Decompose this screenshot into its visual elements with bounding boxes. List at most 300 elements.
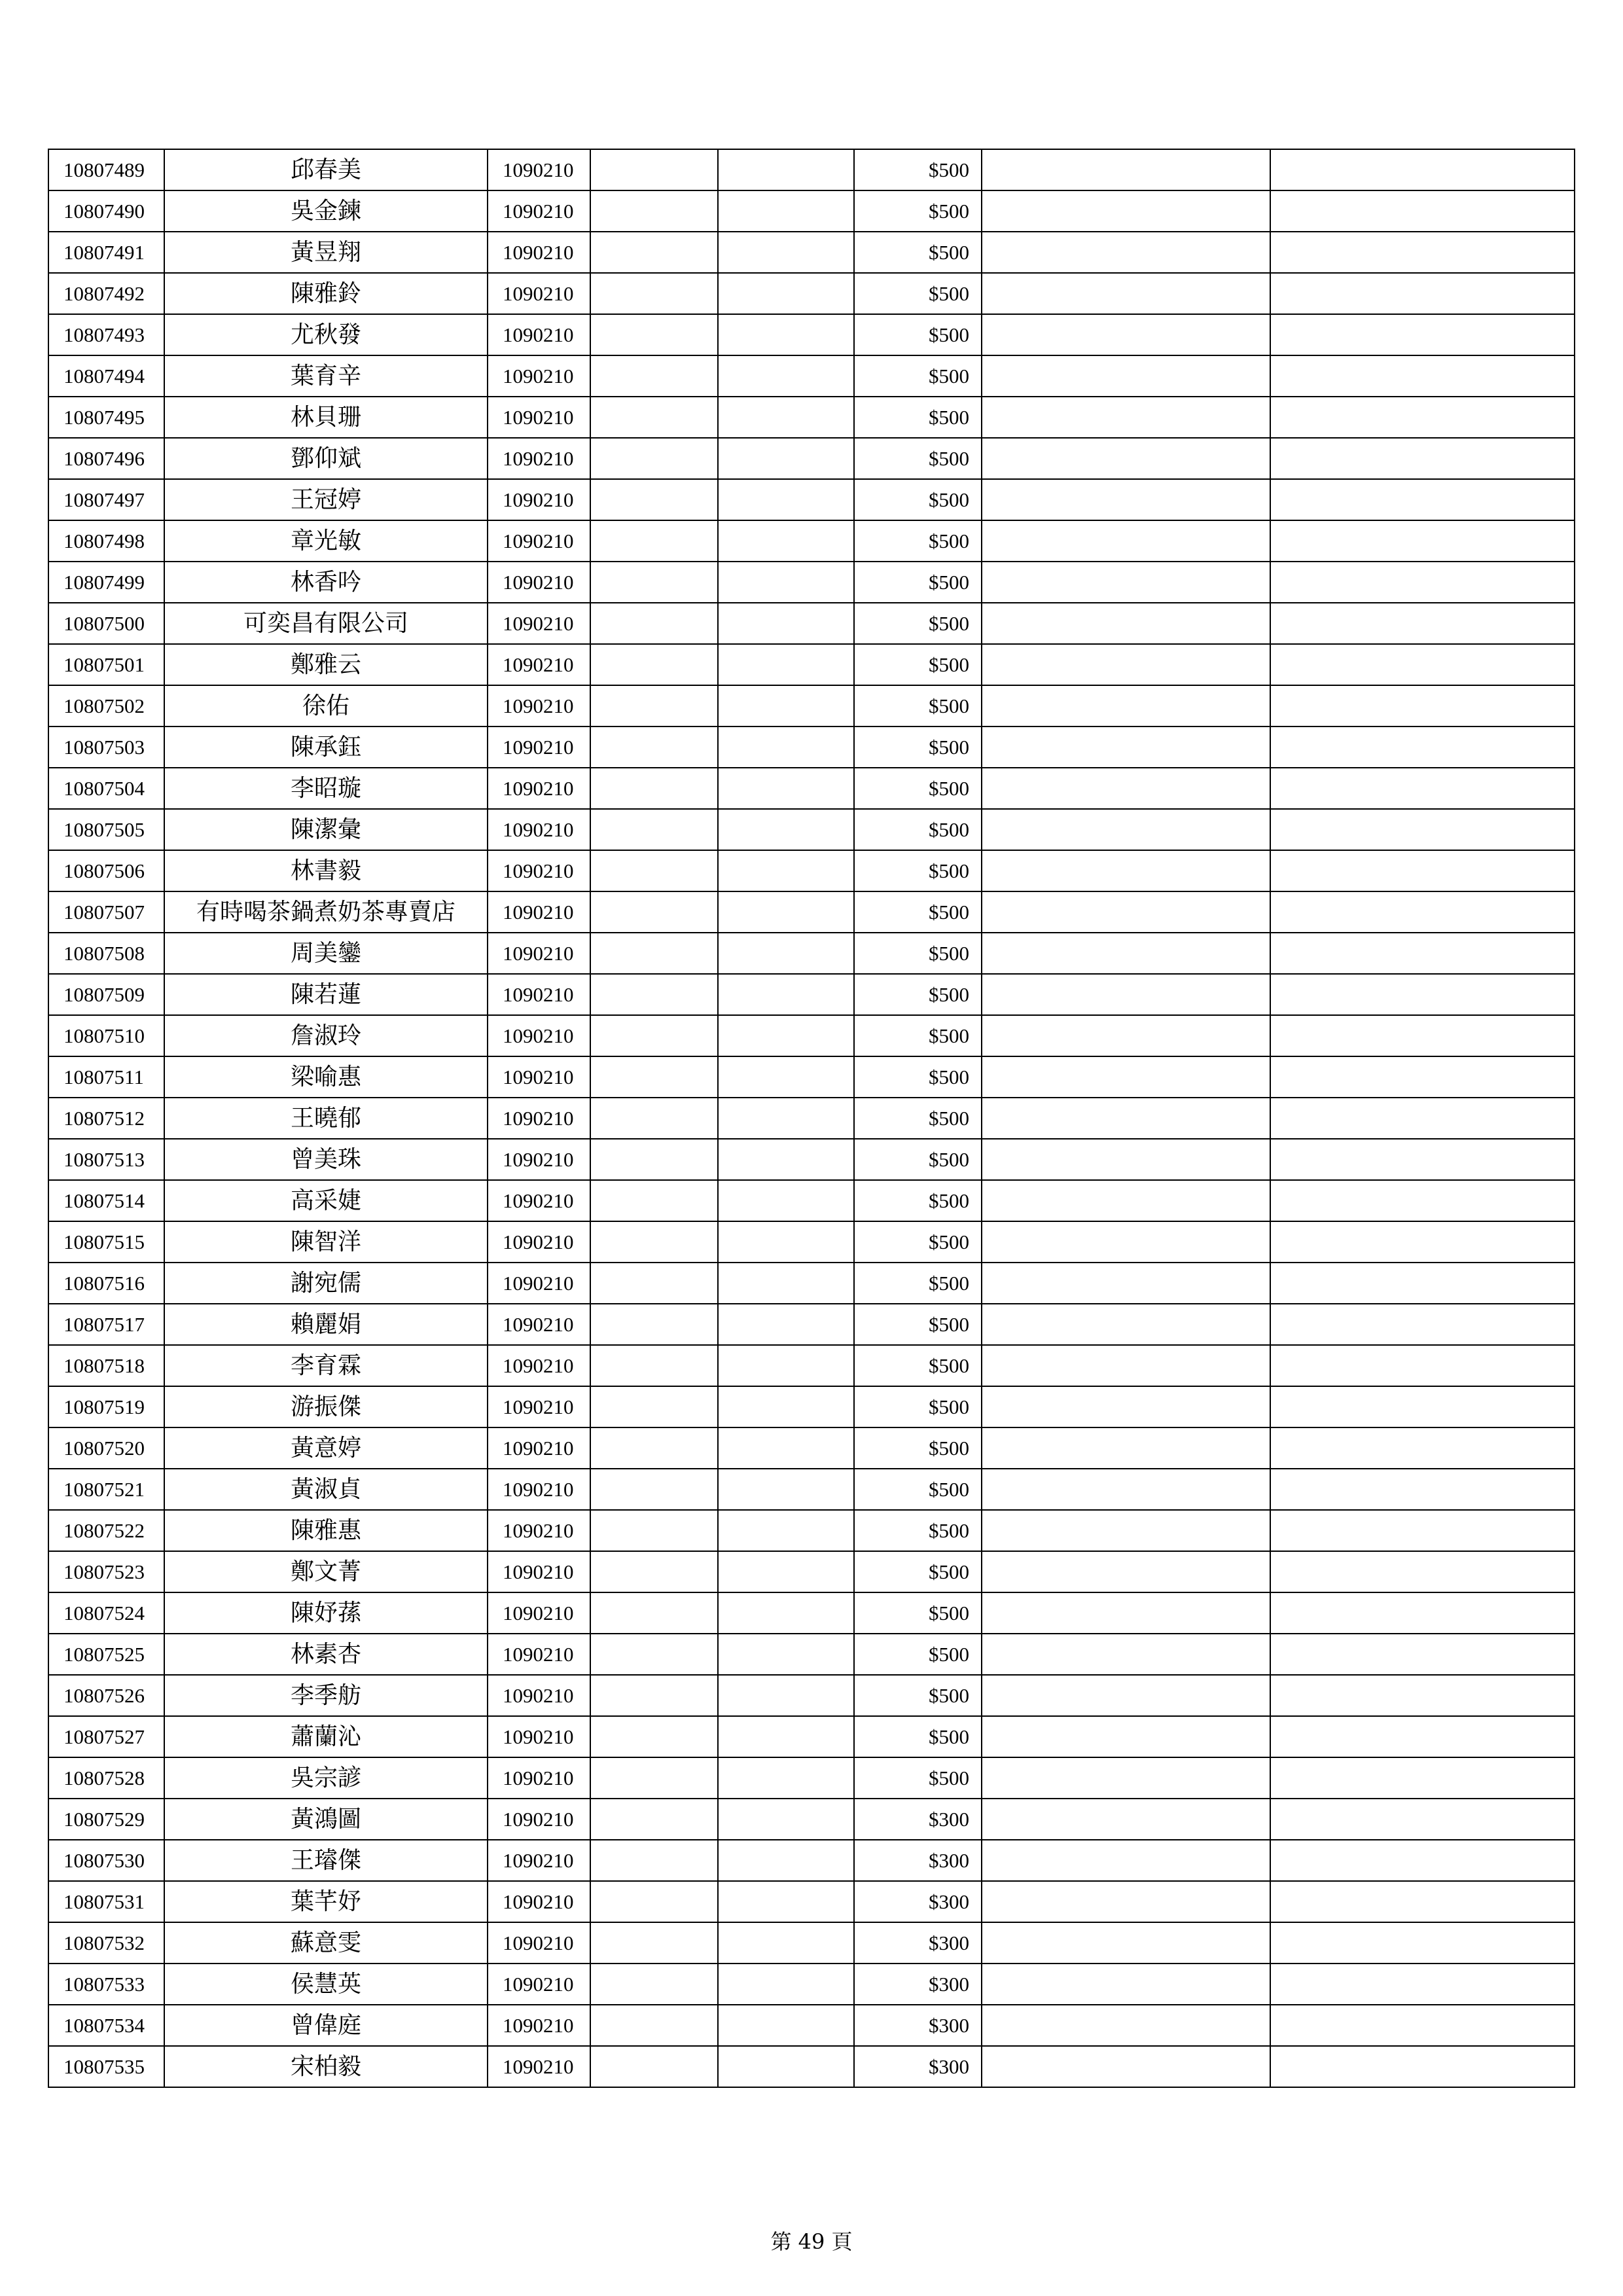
donor-name-cell: 蕭蘭沁	[164, 1716, 488, 1757]
table-row	[48, 520, 1575, 562]
blank-cell	[982, 1139, 1270, 1180]
blank-cell	[718, 1263, 854, 1304]
date-cell: 1090210	[488, 1139, 590, 1180]
table-row	[48, 479, 1575, 520]
blank-cell	[590, 974, 718, 1015]
blank-cell	[718, 1139, 854, 1180]
date-cell: 1090210	[488, 1675, 590, 1716]
table-row	[48, 273, 1575, 314]
amount-cell: $500	[854, 562, 982, 603]
date-cell: 1090210	[488, 1386, 590, 1427]
blank-cell	[1270, 1386, 1575, 1427]
blank-cell	[590, 768, 718, 809]
blank-cell	[718, 1015, 854, 1056]
table-row	[48, 1098, 1575, 1139]
amount-cell: $500	[854, 1427, 982, 1469]
blank-cell	[718, 397, 854, 438]
blank-cell	[982, 1510, 1270, 1551]
blank-cell	[1270, 149, 1575, 190]
donor-name-cell: 梁喻惠	[164, 1056, 488, 1098]
blank-cell	[1270, 603, 1575, 644]
table-row	[48, 2005, 1575, 2046]
blank-cell	[1270, 479, 1575, 520]
receipt-number-cell: 10807503	[48, 726, 164, 768]
blank-cell	[590, 1345, 718, 1386]
blank-cell	[982, 149, 1270, 190]
table-row	[48, 1592, 1575, 1634]
donor-name-cell: 賴麗娟	[164, 1304, 488, 1345]
receipt-number-cell: 10807513	[48, 1139, 164, 1180]
date-cell: 1090210	[488, 1716, 590, 1757]
blank-cell	[590, 2046, 718, 2087]
receipt-number-cell: 10807508	[48, 933, 164, 974]
table-row	[48, 1139, 1575, 1180]
amount-cell: $500	[854, 149, 982, 190]
blank-cell	[718, 1840, 854, 1881]
blank-cell	[590, 1056, 718, 1098]
blank-cell	[590, 314, 718, 355]
donor-name-cell: 吳宗諺	[164, 1757, 488, 1799]
donor-name-cell: 黃意婷	[164, 1427, 488, 1469]
blank-cell	[1270, 1675, 1575, 1716]
blank-cell	[590, 1386, 718, 1427]
date-cell: 1090210	[488, 2005, 590, 2046]
date-cell: 1090210	[488, 2046, 590, 2087]
amount-cell: $500	[854, 1592, 982, 1634]
receipt-number-cell: 10807524	[48, 1592, 164, 1634]
blank-cell	[982, 1840, 1270, 1881]
blank-cell	[718, 355, 854, 397]
date-cell: 1090210	[488, 1799, 590, 1840]
blank-cell	[590, 1799, 718, 1840]
receipt-number-cell: 10807496	[48, 438, 164, 479]
date-cell: 1090210	[488, 1221, 590, 1263]
blank-cell	[718, 603, 854, 644]
blank-cell	[590, 1592, 718, 1634]
receipt-number-cell: 10807522	[48, 1510, 164, 1551]
table-row	[48, 1716, 1575, 1757]
table-row	[48, 1799, 1575, 1840]
amount-cell: $500	[854, 520, 982, 562]
blank-cell	[590, 397, 718, 438]
amount-cell: $500	[854, 232, 982, 273]
blank-cell	[1270, 397, 1575, 438]
receipt-number-cell: 10807532	[48, 1922, 164, 1964]
blank-cell	[590, 933, 718, 974]
amount-cell: $300	[854, 1799, 982, 1840]
table-row	[48, 1427, 1575, 1469]
receipt-number-cell: 10807521	[48, 1469, 164, 1510]
donor-name-cell: 蘇意雯	[164, 1922, 488, 1964]
receipt-number-cell: 10807499	[48, 562, 164, 603]
donor-name-cell: 吳金鍊	[164, 190, 488, 232]
date-cell: 1090210	[488, 232, 590, 273]
amount-cell: $300	[854, 1922, 982, 1964]
donor-name-cell: 陳智洋	[164, 1221, 488, 1263]
table-row	[48, 1180, 1575, 1221]
blank-cell	[718, 1716, 854, 1757]
receipt-number-cell: 10807526	[48, 1675, 164, 1716]
blank-cell	[982, 1098, 1270, 1139]
blank-cell	[982, 974, 1270, 1015]
blank-cell	[1270, 1345, 1575, 1386]
amount-cell: $300	[854, 1840, 982, 1881]
donor-name-cell: 詹淑玲	[164, 1015, 488, 1056]
donor-name-cell: 陳潔彙	[164, 809, 488, 850]
table-row	[48, 1634, 1575, 1675]
blank-cell	[982, 726, 1270, 768]
blank-cell	[590, 603, 718, 644]
receipt-number-cell: 10807507	[48, 891, 164, 933]
blank-cell	[1270, 726, 1575, 768]
blank-cell	[982, 933, 1270, 974]
table-row	[48, 562, 1575, 603]
date-cell: 1090210	[488, 1469, 590, 1510]
receipt-number-cell: 10807498	[48, 520, 164, 562]
donor-name-cell: 謝宛儒	[164, 1263, 488, 1304]
blank-cell	[982, 479, 1270, 520]
blank-cell	[1270, 1304, 1575, 1345]
date-cell: 1090210	[488, 1056, 590, 1098]
blank-cell	[1270, 1221, 1575, 1263]
amount-cell: $500	[854, 1757, 982, 1799]
blank-cell	[1270, 850, 1575, 891]
blank-cell	[590, 562, 718, 603]
table-row	[48, 149, 1575, 190]
amount-cell: $500	[854, 1180, 982, 1221]
date-cell: 1090210	[488, 438, 590, 479]
table-row	[48, 974, 1575, 1015]
blank-cell	[982, 520, 1270, 562]
date-cell: 1090210	[488, 1964, 590, 2005]
date-cell: 1090210	[488, 520, 590, 562]
blank-cell	[590, 232, 718, 273]
receipt-number-cell: 10807514	[48, 1180, 164, 1221]
amount-cell: $500	[854, 479, 982, 520]
blank-cell	[982, 603, 1270, 644]
table-row	[48, 603, 1575, 644]
date-cell: 1090210	[488, 1304, 590, 1345]
blank-cell	[1270, 314, 1575, 355]
table-row	[48, 891, 1575, 933]
blank-cell	[1270, 1799, 1575, 1840]
table-row	[48, 1221, 1575, 1263]
table-row	[48, 850, 1575, 891]
amount-cell: $500	[854, 314, 982, 355]
donor-name-cell: 陳若蓮	[164, 974, 488, 1015]
donor-name-cell: 陳妤蓀	[164, 1592, 488, 1634]
blank-cell	[718, 190, 854, 232]
blank-cell	[590, 1015, 718, 1056]
receipt-number-cell: 10807493	[48, 314, 164, 355]
table-row	[48, 438, 1575, 479]
date-cell: 1090210	[488, 933, 590, 974]
date-cell: 1090210	[488, 397, 590, 438]
blank-cell	[590, 1098, 718, 1139]
blank-cell	[1270, 2046, 1575, 2087]
blank-cell	[982, 1263, 1270, 1304]
amount-cell: $500	[854, 768, 982, 809]
table-row	[48, 644, 1575, 685]
blank-cell	[1270, 1922, 1575, 1964]
donor-name-cell: 王曉郁	[164, 1098, 488, 1139]
date-cell: 1090210	[488, 726, 590, 768]
blank-cell	[982, 685, 1270, 726]
blank-cell	[718, 1675, 854, 1716]
table-row	[48, 397, 1575, 438]
receipt-number-cell: 10807491	[48, 232, 164, 273]
receipt-number-cell: 10807517	[48, 1304, 164, 1345]
blank-cell	[590, 1469, 718, 1510]
blank-cell	[982, 397, 1270, 438]
blank-cell	[982, 1015, 1270, 1056]
amount-cell: $500	[854, 1551, 982, 1592]
blank-cell	[718, 1551, 854, 1592]
donor-name-cell: 游振傑	[164, 1386, 488, 1427]
receipt-number-cell: 10807512	[48, 1098, 164, 1139]
blank-cell	[718, 314, 854, 355]
table-row	[48, 1964, 1575, 2005]
donor-name-cell: 有時喝茶鍋煮奶茶專賣店	[164, 891, 488, 933]
blank-cell	[982, 1427, 1270, 1469]
amount-cell: $500	[854, 1634, 982, 1675]
blank-cell	[1270, 1139, 1575, 1180]
blank-cell	[718, 1799, 854, 1840]
blank-cell	[718, 685, 854, 726]
amount-cell: $500	[854, 891, 982, 933]
blank-cell	[982, 768, 1270, 809]
donor-name-cell: 陳雅惠	[164, 1510, 488, 1551]
blank-cell	[718, 273, 854, 314]
blank-cell	[1270, 1263, 1575, 1304]
table-row	[48, 1551, 1575, 1592]
amount-cell: $500	[854, 1015, 982, 1056]
date-cell: 1090210	[488, 479, 590, 520]
blank-cell	[982, 1799, 1270, 1840]
table-row	[48, 1015, 1575, 1056]
donor-name-cell: 鄧仰斌	[164, 438, 488, 479]
blank-cell	[982, 1551, 1270, 1592]
blank-cell	[590, 2005, 718, 2046]
table-row	[48, 190, 1575, 232]
blank-cell	[590, 1221, 718, 1263]
receipt-number-cell: 10807529	[48, 1799, 164, 1840]
receipt-number-cell: 10807509	[48, 974, 164, 1015]
blank-cell	[1270, 1881, 1575, 1922]
amount-cell: $500	[854, 1345, 982, 1386]
blank-cell	[718, 1345, 854, 1386]
blank-cell	[982, 273, 1270, 314]
blank-cell	[1270, 1056, 1575, 1098]
blank-cell	[982, 809, 1270, 850]
receipt-number-cell: 10807518	[48, 1345, 164, 1386]
blank-cell	[1270, 438, 1575, 479]
blank-cell	[590, 1881, 718, 1922]
page-number: 第 49 頁	[770, 2229, 853, 2254]
blank-cell	[1270, 1840, 1575, 1881]
blank-cell	[590, 520, 718, 562]
blank-cell	[590, 1139, 718, 1180]
receipt-number-cell: 10807497	[48, 479, 164, 520]
blank-cell	[590, 1716, 718, 1757]
amount-cell: $300	[854, 1881, 982, 1922]
table-row	[48, 1675, 1575, 1716]
receipt-number-cell: 10807489	[48, 149, 164, 190]
amount-cell: $500	[854, 850, 982, 891]
blank-cell	[982, 2046, 1270, 2087]
amount-cell: $500	[854, 1716, 982, 1757]
blank-cell	[590, 850, 718, 891]
blank-cell	[590, 1263, 718, 1304]
blank-cell	[982, 1922, 1270, 1964]
blank-cell	[718, 2005, 854, 2046]
blank-cell	[718, 1304, 854, 1345]
receipt-number-cell: 10807530	[48, 1840, 164, 1881]
blank-cell	[1270, 933, 1575, 974]
donor-name-cell: 林素杏	[164, 1634, 488, 1675]
blank-cell	[982, 1675, 1270, 1716]
date-cell: 1090210	[488, 1840, 590, 1881]
blank-cell	[1270, 1964, 1575, 2005]
receipt-number-cell: 10807528	[48, 1757, 164, 1799]
blank-cell	[982, 355, 1270, 397]
donor-name-cell: 鄭雅云	[164, 644, 488, 685]
blank-cell	[982, 891, 1270, 933]
receipt-number-cell: 10807511	[48, 1056, 164, 1098]
receipt-number-cell: 10807500	[48, 603, 164, 644]
blank-cell	[718, 644, 854, 685]
receipt-number-cell: 10807516	[48, 1263, 164, 1304]
blank-cell	[590, 149, 718, 190]
blank-cell	[982, 232, 1270, 273]
blank-cell	[982, 1469, 1270, 1510]
amount-cell: $500	[854, 1510, 982, 1551]
date-cell: 1090210	[488, 1180, 590, 1221]
date-cell: 1090210	[488, 1427, 590, 1469]
blank-cell	[718, 726, 854, 768]
blank-cell	[982, 1716, 1270, 1757]
blank-cell	[1270, 562, 1575, 603]
donor-name-cell: 黃昱翔	[164, 232, 488, 273]
blank-cell	[590, 1840, 718, 1881]
date-cell: 1090210	[488, 1510, 590, 1551]
blank-cell	[718, 479, 854, 520]
date-cell: 1090210	[488, 809, 590, 850]
blank-cell	[1270, 232, 1575, 273]
table-row	[48, 1056, 1575, 1098]
receipt-number-cell: 10807490	[48, 190, 164, 232]
date-cell: 1090210	[488, 1757, 590, 1799]
donor-name-cell: 陳雅鈴	[164, 273, 488, 314]
blank-cell	[982, 314, 1270, 355]
blank-cell	[590, 273, 718, 314]
blank-cell	[590, 1427, 718, 1469]
blank-cell	[718, 1469, 854, 1510]
blank-cell	[590, 1922, 718, 1964]
donor-name-cell: 鄭文菁	[164, 1551, 488, 1592]
date-cell: 1090210	[488, 190, 590, 232]
blank-cell	[1270, 768, 1575, 809]
receipt-number-cell: 10807505	[48, 809, 164, 850]
donation-ledger-table	[48, 149, 1575, 2088]
blank-cell	[718, 438, 854, 479]
blank-cell	[982, 1881, 1270, 1922]
blank-cell	[982, 1180, 1270, 1221]
blank-cell	[590, 726, 718, 768]
amount-cell: $500	[854, 1098, 982, 1139]
blank-cell	[1270, 355, 1575, 397]
blank-cell	[982, 1964, 1270, 2005]
blank-cell	[718, 1922, 854, 1964]
blank-cell	[718, 850, 854, 891]
amount-cell: $300	[854, 2005, 982, 2046]
blank-cell	[1270, 1592, 1575, 1634]
blank-cell	[590, 685, 718, 726]
donor-name-cell: 章光敏	[164, 520, 488, 562]
blank-cell	[1270, 891, 1575, 933]
amount-cell: $500	[854, 1469, 982, 1510]
table-row	[48, 933, 1575, 974]
blank-cell	[718, 1592, 854, 1634]
receipt-number-cell: 10807519	[48, 1386, 164, 1427]
amount-cell: $300	[854, 1964, 982, 2005]
blank-cell	[718, 933, 854, 974]
receipt-number-cell: 10807492	[48, 273, 164, 314]
blank-cell	[718, 1221, 854, 1263]
amount-cell: $500	[854, 190, 982, 232]
table-row	[48, 1881, 1575, 1922]
table-row	[48, 685, 1575, 726]
blank-cell	[982, 562, 1270, 603]
date-cell: 1090210	[488, 1098, 590, 1139]
blank-cell	[982, 1592, 1270, 1634]
receipt-number-cell: 10807510	[48, 1015, 164, 1056]
donor-name-cell: 尤秋發	[164, 314, 488, 355]
table-row	[48, 1757, 1575, 1799]
blank-cell	[1270, 190, 1575, 232]
amount-cell: $500	[854, 974, 982, 1015]
blank-cell	[982, 2005, 1270, 2046]
date-cell: 1090210	[488, 1551, 590, 1592]
receipt-number-cell: 10807502	[48, 685, 164, 726]
receipt-number-cell: 10807533	[48, 1964, 164, 2005]
date-cell: 1090210	[488, 149, 590, 190]
table-row	[48, 355, 1575, 397]
blank-cell	[590, 644, 718, 685]
blank-cell	[982, 850, 1270, 891]
blank-cell	[982, 1056, 1270, 1098]
blank-cell	[590, 1510, 718, 1551]
receipt-number-cell: 10807520	[48, 1427, 164, 1469]
donor-name-cell: 李昭璇	[164, 768, 488, 809]
blank-cell	[590, 1757, 718, 1799]
table-row	[48, 314, 1575, 355]
amount-cell: $500	[854, 1056, 982, 1098]
date-cell: 1090210	[488, 891, 590, 933]
donor-name-cell: 曾偉庭	[164, 2005, 488, 2046]
blank-cell	[718, 1098, 854, 1139]
blank-cell	[590, 190, 718, 232]
donor-name-cell: 林書毅	[164, 850, 488, 891]
donor-name-cell: 陳承鈺	[164, 726, 488, 768]
donor-name-cell: 邱春美	[164, 149, 488, 190]
receipt-number-cell: 10807525	[48, 1634, 164, 1675]
receipt-number-cell: 10807501	[48, 644, 164, 685]
blank-cell	[982, 1634, 1270, 1675]
blank-cell	[982, 1304, 1270, 1345]
receipt-number-cell: 10807534	[48, 2005, 164, 2046]
blank-cell	[1270, 2005, 1575, 2046]
